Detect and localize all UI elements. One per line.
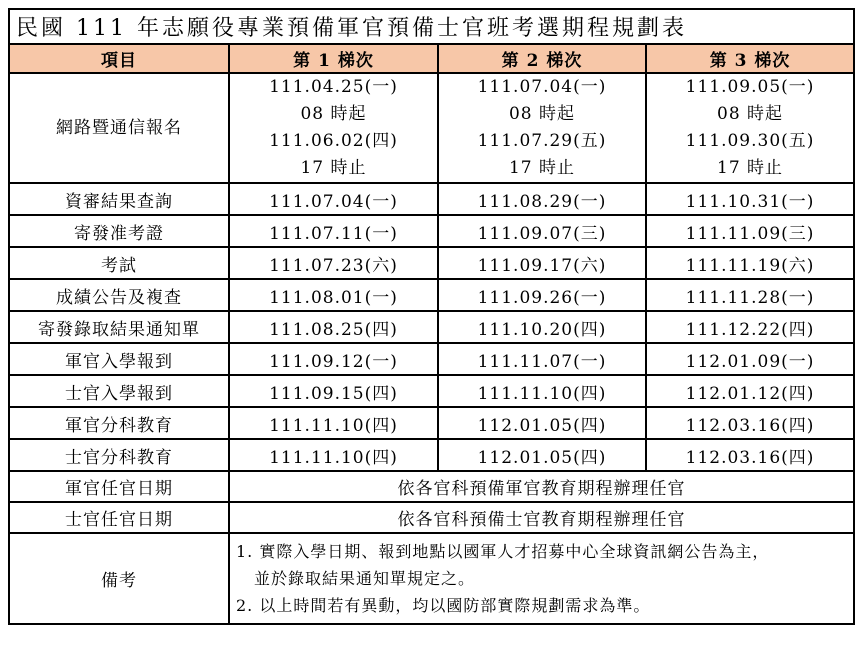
header-row bbox=[9, 44, 854, 73]
notes-row bbox=[9, 533, 854, 624]
reg-b3-start-time: 08 時起 bbox=[717, 104, 784, 124]
cell-batch-1: 111.07.04(一) bbox=[229, 183, 438, 215]
page-title: 民國 111 年志願役專業預備軍官預備士官班考選期程規劃表 bbox=[9, 9, 854, 44]
cell-batch-3: 112.03.16(四) bbox=[646, 407, 854, 439]
cell-batch-1: 111.11.10(四) bbox=[229, 407, 438, 439]
table-row bbox=[9, 343, 854, 375]
cell-batch-3: 111.11.19(六) bbox=[646, 247, 854, 279]
reg-b1-end-date: 111.06.02(四) bbox=[269, 131, 398, 151]
registration-batch-3 bbox=[646, 73, 854, 183]
row-label: 寄發准考證 bbox=[9, 215, 229, 247]
cell-batch-1: 111.07.23(六) bbox=[229, 247, 438, 279]
title-row bbox=[9, 9, 854, 44]
reg-b3-end-time: 17 時止 bbox=[717, 158, 784, 178]
reg-b2-start-time: 08 時起 bbox=[508, 104, 576, 124]
reg-b2-end-time: 17 時止 bbox=[508, 158, 576, 178]
commission-row-officer bbox=[9, 471, 854, 502]
table-row bbox=[9, 279, 854, 311]
merged-cell: 依各官科預備軍官教育期程辦理任官 bbox=[229, 471, 854, 502]
row-label: 軍官分科教育 bbox=[9, 407, 229, 439]
row-label: 成績公告及複查 bbox=[9, 279, 229, 311]
cell-batch-1: 111.08.01(一) bbox=[229, 279, 438, 311]
cell-batch-1: 111.09.12(一) bbox=[229, 343, 438, 375]
cell-batch-3: 112.03.16(四) bbox=[646, 439, 854, 471]
table-row bbox=[9, 311, 854, 343]
notes-label: 備考 bbox=[9, 533, 229, 624]
row-label: 軍官任官日期 bbox=[9, 471, 229, 502]
cell-batch-3: 111.10.31(一) bbox=[646, 183, 854, 215]
cell-batch-3: 112.01.09(一) bbox=[646, 343, 854, 375]
cell-batch-3: 112.01.12(四) bbox=[646, 375, 854, 407]
cell-batch-3: 111.12.22(四) bbox=[646, 311, 854, 343]
table-row bbox=[9, 407, 854, 439]
reg-b2-end-date: 111.07.29(五) bbox=[477, 131, 607, 151]
reg-b3-start-date: 111.09.05(一) bbox=[685, 77, 815, 97]
header-item: 項目 bbox=[9, 44, 229, 73]
merged-cell: 依各官科預備士官教育期程辦理任官 bbox=[229, 502, 854, 533]
cell-batch-1: 111.09.15(四) bbox=[229, 375, 438, 407]
registration-batch-2 bbox=[438, 73, 646, 183]
table-row bbox=[9, 215, 854, 247]
note-line-2: 2. 以上時間若有異動，均以國防部實際規劃需求為準。 bbox=[236, 596, 651, 615]
reg-b1-start-time: 08 時起 bbox=[300, 104, 367, 124]
row-label: 士官分科教育 bbox=[9, 439, 229, 471]
reg-b1-start-date: 111.04.25(一) bbox=[269, 77, 398, 97]
table-row bbox=[9, 375, 854, 407]
cell-batch-2: 111.11.10(四) bbox=[438, 375, 646, 407]
cell-batch-3: 111.11.28(一) bbox=[646, 279, 854, 311]
table-row bbox=[9, 439, 854, 471]
cell-batch-2: 111.11.07(一) bbox=[438, 343, 646, 375]
registration-label: 網路暨通信報名 bbox=[9, 73, 229, 183]
note-line-1: 1. 實際入學日期、報到地點以國軍人才招募中心全球資訊網公告為主， bbox=[236, 542, 770, 561]
row-label: 寄發錄取結果通知單 bbox=[9, 311, 229, 343]
table-row bbox=[9, 183, 854, 215]
reg-b2-start-date: 111.07.04(一) bbox=[477, 77, 607, 97]
cell-batch-2: 111.09.17(六) bbox=[438, 247, 646, 279]
header-batch-2: 第 2 梯次 bbox=[438, 44, 646, 73]
cell-batch-1: 111.07.11(一) bbox=[229, 215, 438, 247]
schedule-table bbox=[8, 8, 855, 625]
registration-row bbox=[9, 73, 854, 183]
cell-batch-2: 111.09.26(一) bbox=[438, 279, 646, 311]
cell-batch-2: 111.09.07(三) bbox=[438, 215, 646, 247]
cell-batch-2: 112.01.05(四) bbox=[438, 439, 646, 471]
cell-batch-2: 111.08.29(一) bbox=[438, 183, 646, 215]
commission-row-nco bbox=[9, 502, 854, 533]
cell-batch-2: 111.10.20(四) bbox=[438, 311, 646, 343]
cell-batch-3: 111.11.09(三) bbox=[646, 215, 854, 247]
row-label: 士官任官日期 bbox=[9, 502, 229, 533]
header-batch-3: 第 3 梯次 bbox=[646, 44, 854, 73]
cell-batch-1: 111.08.25(四) bbox=[229, 311, 438, 343]
reg-b3-end-date: 111.09.30(五) bbox=[685, 131, 815, 151]
schedule-document bbox=[8, 8, 853, 625]
cell-batch-2: 112.01.05(四) bbox=[438, 407, 646, 439]
row-label: 士官入學報到 bbox=[9, 375, 229, 407]
note-line-1-cont: 並於錄取結果通知單規定之。 bbox=[254, 569, 476, 588]
header-batch-1: 第 1 梯次 bbox=[229, 44, 438, 73]
reg-b1-end-time: 17 時止 bbox=[300, 158, 367, 178]
row-label: 考試 bbox=[9, 247, 229, 279]
cell-batch-1: 111.11.10(四) bbox=[229, 439, 438, 471]
table-row bbox=[9, 247, 854, 279]
notes-content bbox=[229, 533, 854, 624]
row-label: 資審結果查詢 bbox=[9, 183, 229, 215]
row-label: 軍官入學報到 bbox=[9, 343, 229, 375]
registration-batch-1 bbox=[229, 73, 438, 183]
